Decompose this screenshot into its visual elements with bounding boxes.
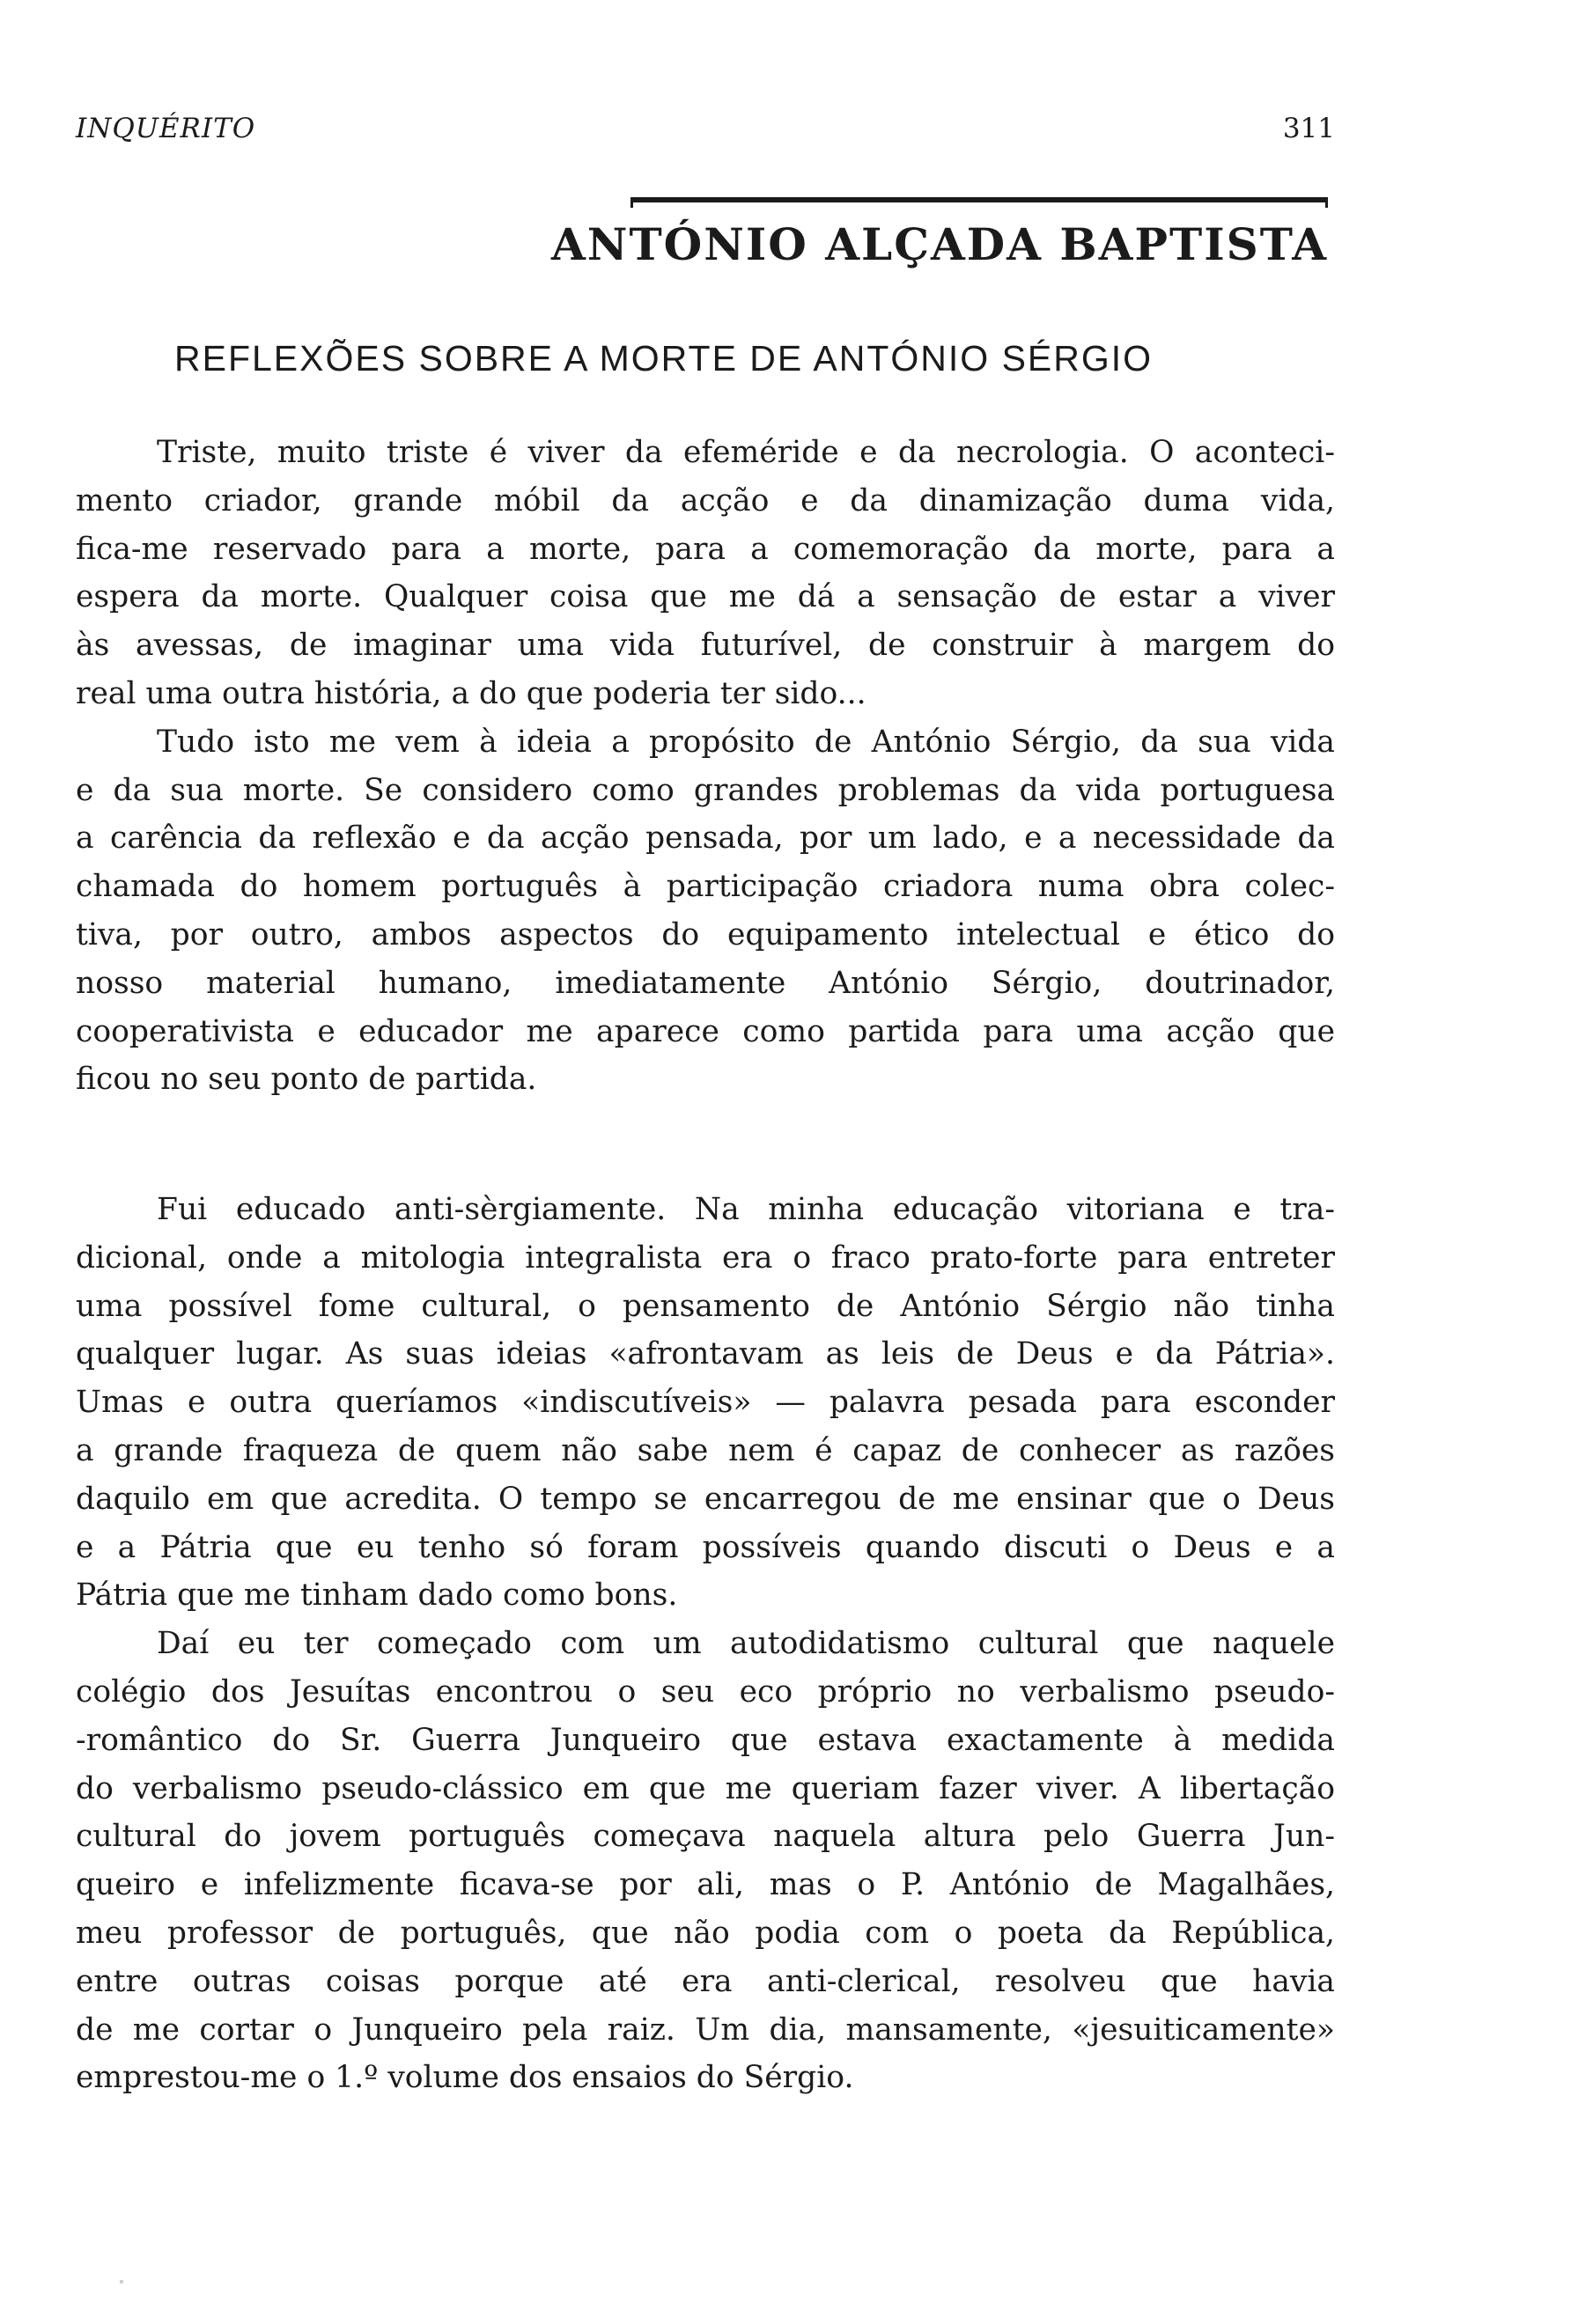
paragraph	[76, 429, 1335, 718]
text-line: uma possível fome cultural, o pensamento de António Sérgio não tinha	[76, 1288, 1335, 1324]
text-line: Pátria que me tinham dado como bons.	[76, 1578, 678, 1614]
text-line: colégio dos Jesuítas encontrou o seu eco próprio no verbalismo pseudo-	[76, 1673, 1335, 1710]
paragraph	[76, 1620, 1335, 2102]
text-line: Triste, muito triste é viver da efeméride e da necrologia. O aconteci-	[157, 435, 1335, 470]
page-number: 311	[1282, 113, 1335, 144]
text-line: de me cortar o Junqueiro pela raiz. Um dia, mansamente, «jesuiticamente»	[76, 2011, 1335, 2048]
text-line: do verbalismo pseudo-clássico em que me queriam fazer viver. A libertação	[76, 1770, 1335, 1806]
text-line: nosso material humano, imediatamente António Sérgio, doutrinador,	[76, 965, 1335, 1001]
text-line: Fui educado anti-sèrgiamente. Na minha educação vitoriana e tra-	[157, 1192, 1335, 1227]
section-label: INQUÉRITO	[76, 113, 256, 144]
section-one	[76, 429, 1335, 1104]
text-line: meu professor de português, que não podia com o poeta da República,	[76, 1915, 1335, 1951]
text-line: tiva, por outro, ambos aspectos do equipamento intelectual e ético do	[76, 916, 1335, 952]
text-line: Daí eu ter começado com um autodidatismo cultural que naquele	[157, 1626, 1335, 1662]
text-line: ficou no seu ponto de partida.	[76, 1062, 537, 1098]
text-line: cooperativista e educador me aparece como partida para uma acção que	[76, 1013, 1335, 1049]
text-line: às avessas, de imaginar uma vida futurível, de construir à margem do	[76, 628, 1335, 664]
text-line: e a Pátria que eu tenho só foram possíveis quando discuti o Deus e a	[76, 1529, 1335, 1565]
text-line: a grande fraqueza de quem não sabe nem é capaz de conhecer as razões	[76, 1432, 1335, 1468]
text-line: Tudo isto me vem à ideia a propósito de António Sérgio, da sua vida	[157, 724, 1335, 760]
scan-speck	[120, 2280, 123, 2284]
text-line: real uma outra história, a do que poderia ter sido...	[76, 675, 866, 711]
text-line: espera da morte. Qualquer coisa que me dá a sensação de estar a viver	[76, 579, 1335, 615]
text-line: qualquer lugar. As suas ideias «afrontavam as leis de Deus e da Pátria».	[76, 1336, 1335, 1372]
text-line: queiro e infelizmente ficava-se por ali, mas o P. António de Magalhães,	[76, 1867, 1335, 1903]
text-line: -romântico do Sr. Guerra Junqueiro que estava exactamente à medida	[76, 1722, 1335, 1758]
running-header	[76, 113, 1335, 157]
author-name: ANTÓNIO ALÇADA BAPTISTA	[550, 218, 1328, 270]
text-line: chamada do homem português à participação criadora numa obra colec-	[76, 869, 1335, 905]
author-rule	[630, 197, 1328, 208]
paragraph	[76, 718, 1335, 1104]
text-line: a carência da reflexão e da acção pensada, por um lado, e a necessidade da	[76, 820, 1335, 857]
text-line: e da sua morte. Se considero como grandes problemas da vida portuguesa	[76, 772, 1335, 808]
text-line: dicional, onde a mitologia integralista era o fraco prato-forte para entreter	[76, 1239, 1335, 1276]
text-line: daquilo em que acredita. O tempo se encarregou de me ensinar que o Deus	[76, 1481, 1335, 1517]
text-line: cultural do jovem português começava naquela altura pelo Guerra Jun-	[76, 1819, 1335, 1855]
section-two	[76, 1186, 1335, 2102]
text-line: Umas e outra queríamos «indiscutíveis» — palavra pesada para esconder	[76, 1385, 1335, 1421]
article-title: REFLEXÕES SOBRE A MORTE DE ANTÓNIO SÉRGIO	[174, 338, 1154, 379]
text-line: emprestou-me o 1.º volume dos ensaios do Sérgio.	[76, 2060, 854, 2096]
text-line: entre outras coisas porque até era anti-clerical, resolveu que havia	[76, 1963, 1335, 1999]
text-line: fica-me reservado para a morte, para a comemoração da morte, para a	[76, 531, 1335, 567]
text-line: mento criador, grande móbil da acção e da dinamização duma vida,	[76, 482, 1335, 518]
paragraph	[76, 1186, 1335, 1620]
